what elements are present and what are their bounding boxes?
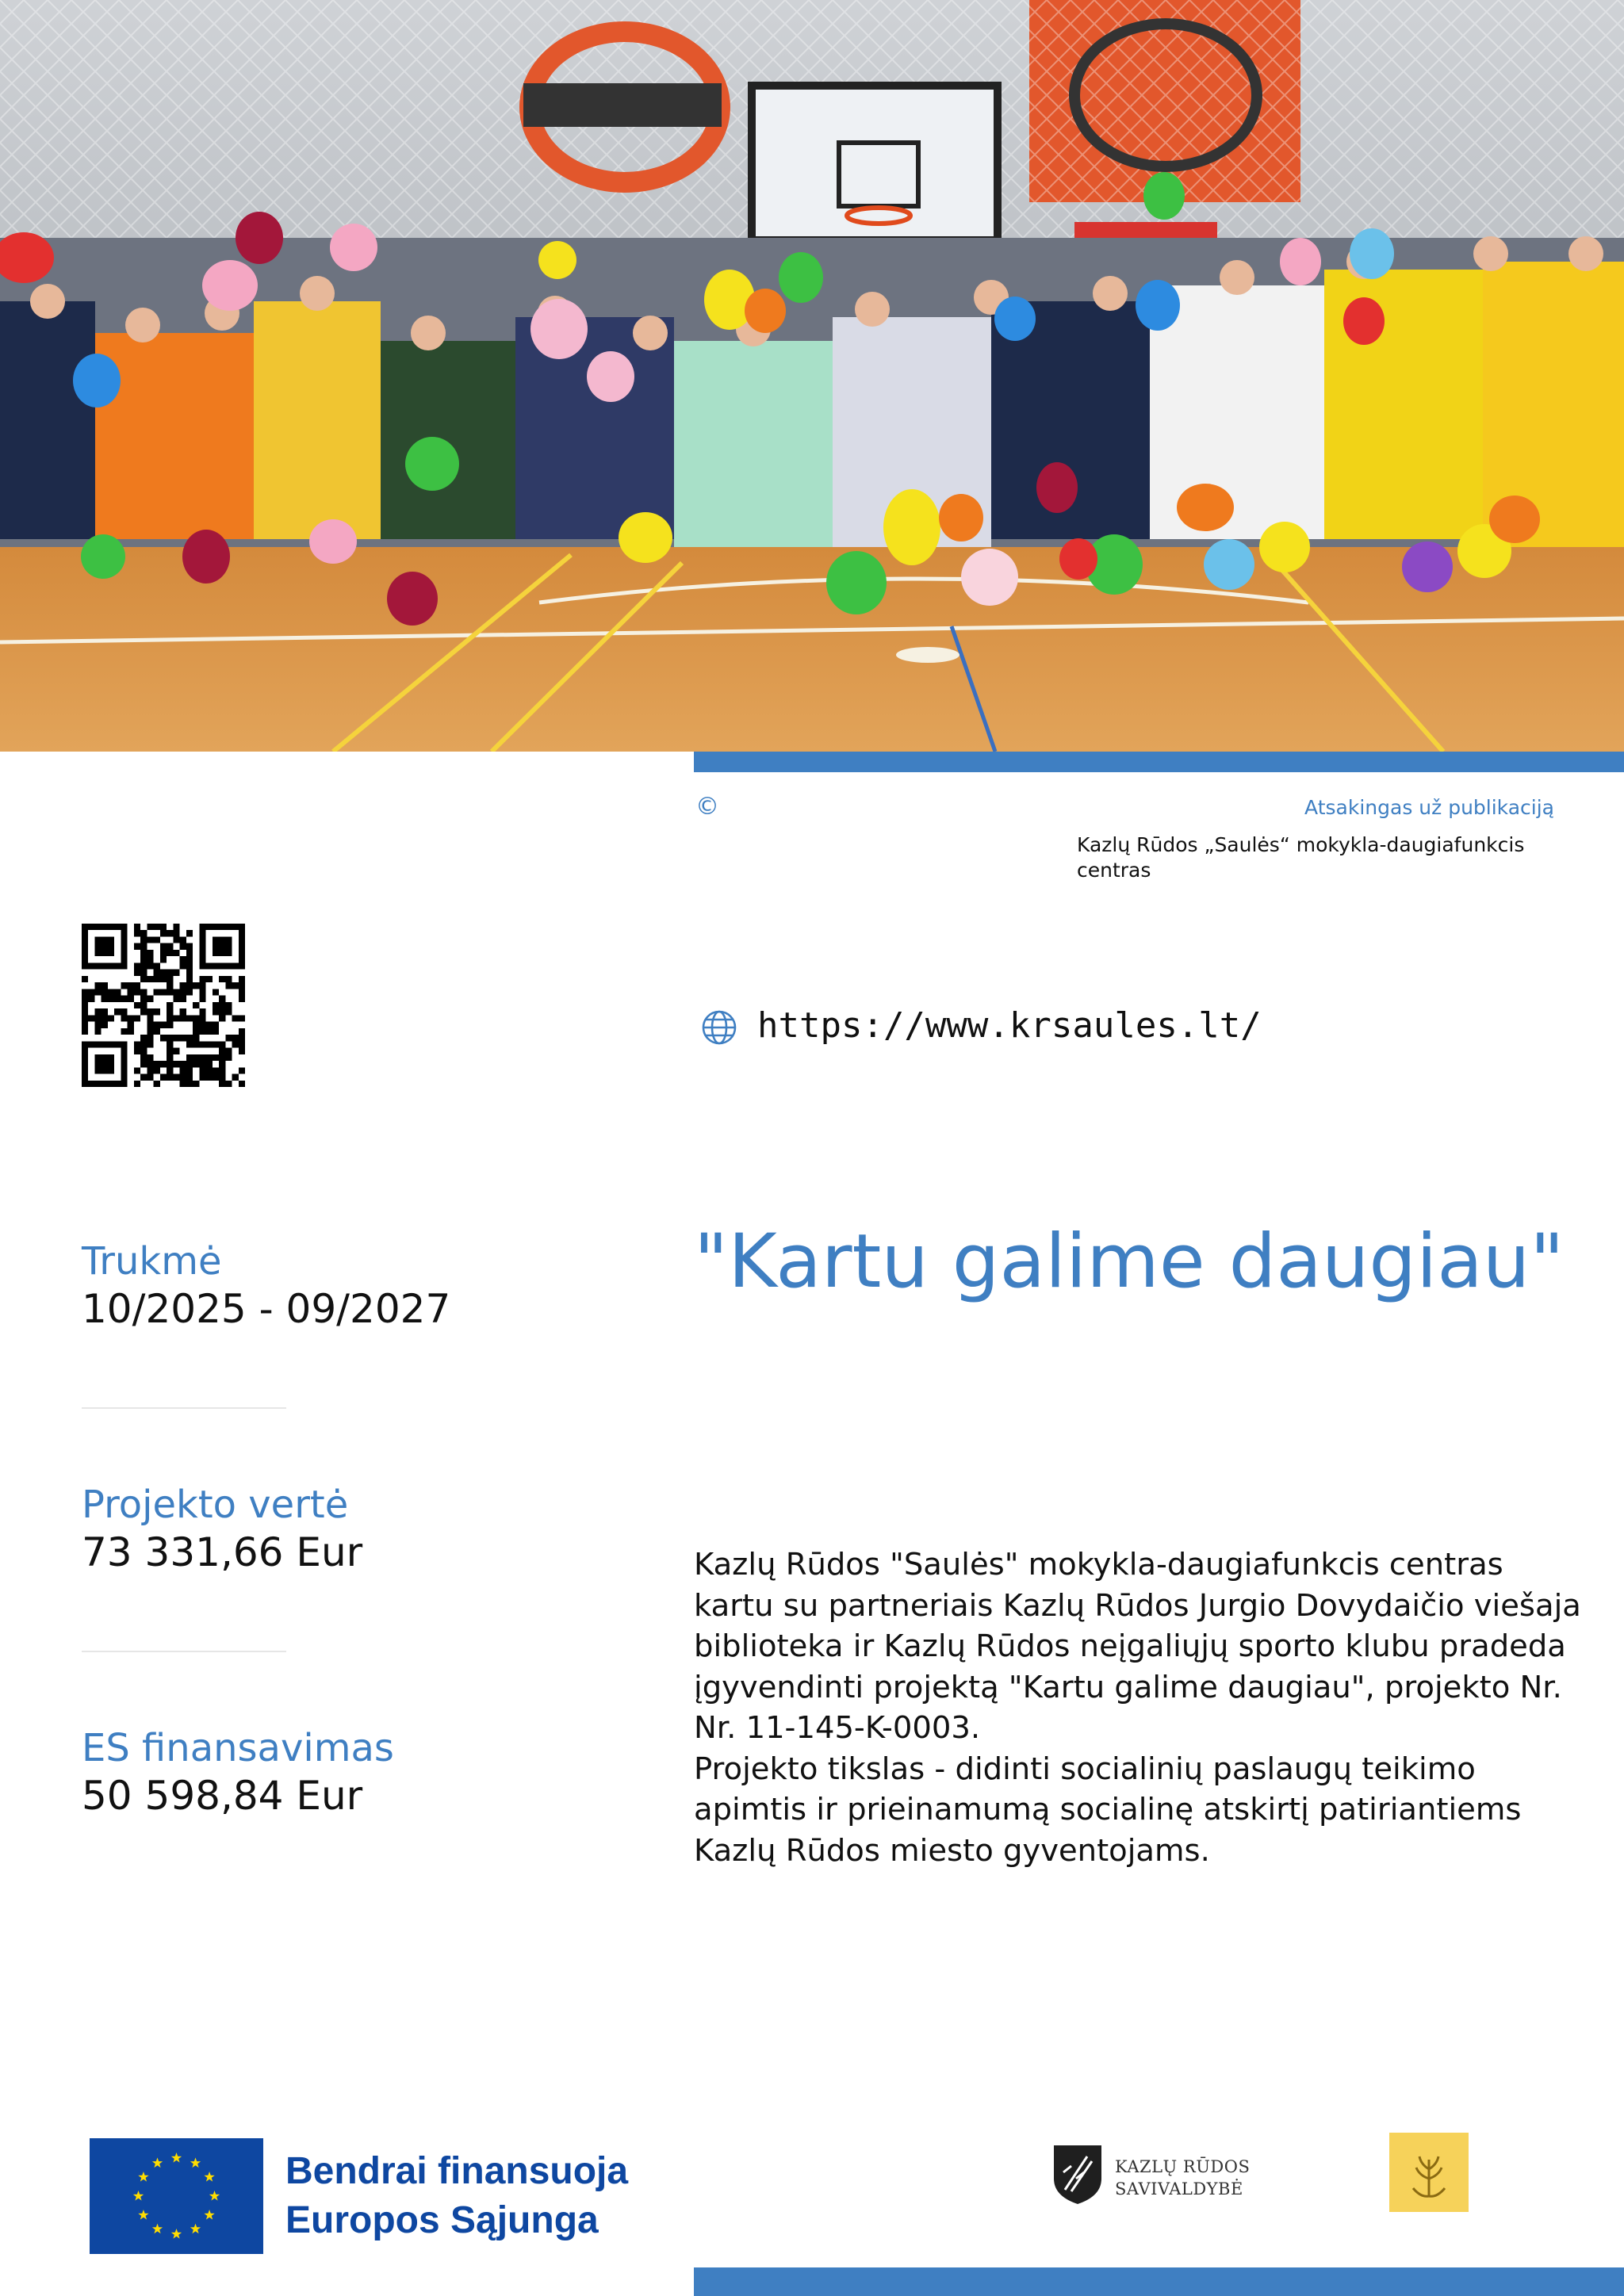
eu-text-line: Europos Sąjunga [285, 2199, 599, 2241]
eu-cofunding-text [285, 2147, 628, 2245]
duration-value: 10/2025 - 09/2027 [82, 1286, 451, 1332]
website-link[interactable]: https://www.krsaules.lt/ [757, 1005, 1262, 1046]
hero-photo [0, 0, 1624, 752]
copyright-symbol: © [695, 793, 719, 821]
qr-code[interactable] [82, 924, 245, 1087]
project-description [694, 1544, 1582, 1871]
eu-funding-label: ES finansavimas [82, 1726, 394, 1770]
divider [82, 1651, 286, 1652]
school-logo [1389, 2133, 1469, 2212]
project-value-amount: 73 331,66 Eur [82, 1529, 363, 1575]
description-paragraph: Projekto tikslas - didinti socialinių paslaugų teikimo apimtis ir prieinamumą socialinę atskirtį patiriantiems Kazlų Rūdos miesto gyventojams. [694, 1751, 1522, 1869]
accent-bar-top [694, 752, 1624, 772]
eu-funding-amount: 50 598,84 Eur [82, 1773, 363, 1819]
municipality-line: KAZLŲ RŪDOS [1115, 2157, 1251, 2176]
duration-label: Trukmė [82, 1239, 222, 1284]
eu-flag-icon [90, 2138, 263, 2254]
project-value-label: Projekto vertė [82, 1483, 349, 1527]
project-title: "Kartu galime daugiau" [694, 1219, 1565, 1305]
tree-hands-icon [1389, 2133, 1469, 2212]
eu-text-line: Bendrai finansuoja [285, 2150, 629, 2192]
municipality-line: SAVIVALDYBĖ [1115, 2179, 1243, 2198]
municipality-emblem-icon [1052, 2144, 1103, 2206]
globe-icon [700, 1008, 738, 1047]
divider [82, 1407, 286, 1409]
responsible-label: Atsakingas už publikaciją [1304, 796, 1554, 819]
description-paragraph: Kazlų Rūdos "Saulės" mokykla-daugiafunkcis centras kartu su partneriais Kazlų Rūdos Jurgio Dovydaičio viešaja biblioteka ir Kazlų Rūdos neįgaliųjų sporto klubu pradeda įgyvendinti projektą "Kartu galime daugiau", projekto Nr. Nr. 11-145-K-0003. [694, 1547, 1581, 1746]
responsible-name: Kazlų Rūdos „Saulės“ mokykla-daugiafunkcis centras [1077, 833, 1525, 882]
municipality-name [1115, 2156, 1250, 2200]
accent-bar-bottom [694, 2267, 1624, 2296]
